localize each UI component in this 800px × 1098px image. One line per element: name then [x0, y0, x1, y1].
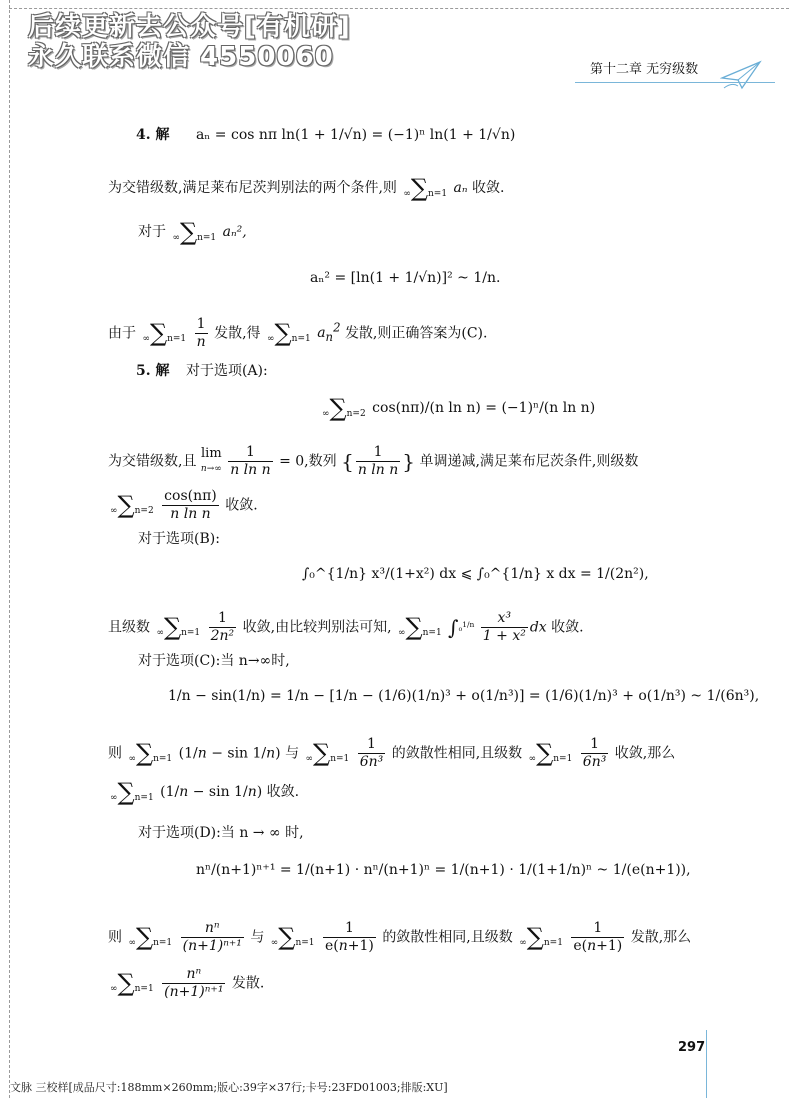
- optionD-equation: nⁿ/(n+1)ⁿ⁺¹ = 1/(n+1) · nⁿ/(n+1)ⁿ = 1/(n+1) · 1/(1+1/n)ⁿ ~ 1/(e(n+1)),: [196, 862, 691, 878]
- optionB-heading: 对于选项(B):: [138, 531, 220, 547]
- fraction-cos-over-nlnn: $\frac{\cos(n\pi)}{\text{n ln n}}$: [164, 488, 217, 522]
- optionC-text-3: 的敛散性相同,且级数: [391, 745, 523, 762]
- problem4-since-line: 由于 ∞∑n=1 $\frac{1}{n}$ 发散,得 ∞∑n=1 $a_n^2$ 发散,则正确答案为(C).: [108, 316, 488, 350]
- optionD-conclusion-line: ∞∑n=1 $\frac{\text{nⁿ}}{\text{(n+1)ⁿ⁺¹}}$ 发散.: [110, 966, 265, 1000]
- sum-sign: ∞∑n=1: [156, 613, 201, 642]
- print-footer: 文脉 三校样[成品尺寸:188mm×260mm;版心:39字×37行;卡号:23FD01003;排版:XU]: [10, 1081, 448, 1094]
- sum-sign: ∞∑n=1: [128, 739, 173, 768]
- page-number: 297: [678, 1040, 706, 1055]
- sum-sign: ∞∑n=1: [110, 778, 154, 806]
- sum-sign: ∞∑n=2: [322, 394, 366, 422]
- optionB-text-3: 收敛.: [551, 619, 584, 636]
- paper-plane-icon: [720, 58, 764, 92]
- sum-sign: ∞∑n=1: [528, 739, 573, 768]
- chapter-header: 第十二章 无穷级数: [590, 62, 699, 77]
- problem4-label: 4. 解: [136, 127, 170, 143]
- optionC-heading: 对于选项(C):当 n→∞时,: [138, 653, 290, 669]
- optionB-text-1: 且级数: [108, 619, 150, 636]
- optionB-equation: ∫₀^{1/n} x³/(1+x²) dx ⩽ ∫₀^{1/n} x dx = 1/(2n²),: [302, 566, 649, 582]
- problem4-conclusion: 发散,则正确答案为(C).: [344, 325, 488, 342]
- optionA-heading: 对于选项(A):: [185, 363, 268, 379]
- sum-sign: ∞∑n=1: [267, 319, 311, 348]
- sum-term-an2: aₙ²,: [222, 224, 247, 240]
- optionA-conclusion-line: [108, 488, 258, 523]
- optionD-text-3: 的敛散性相同,且级数: [382, 929, 513, 946]
- left-dashed-border: [9, 0, 10, 1098]
- sum-sign: ∞∑n=1: [397, 613, 442, 642]
- problem4-alt-line: [108, 176, 504, 200]
- problem4-for-line: [138, 220, 247, 244]
- optionC-text-4: 收敛,那么: [614, 745, 676, 762]
- fraction-1-over-n: $\frac{1}{n}$: [196, 316, 206, 350]
- problem4-alt-text: 为交错级数,满足莱布尼茨判别法的两个条件,则: [108, 180, 397, 196]
- sum-sign: ∞∑n=1: [305, 739, 350, 768]
- problem4-square-equation: aₙ² = [ln(1 + 1/√n)]² ~ 1/n.: [310, 270, 501, 286]
- optionA-equation-text: cos(nπ)/(n ln n) = (−1)ⁿ/(n ln n): [372, 400, 596, 416]
- fraction-1-over-nlnn: $\frac{1}{\text{n ln n}}$: [230, 444, 271, 478]
- optionD-text-2: 与: [250, 929, 265, 946]
- optionD-text-5: 发散.: [231, 975, 265, 992]
- problem5-label: 5. 解: [136, 363, 170, 379]
- sum-sign: ∞∑n=1: [110, 969, 154, 998]
- optionD-text-line: 则 ∞∑n=1 $\frac{\text{nⁿ}}{\text{(n+1)ⁿ⁺¹}}$ 与 ∞∑n=1 $\frac{1}{e(n+1)}$ 的敛散性相同,且级数 ∞∑n=1 $\frac{1}{e(n+1)}$ 发散,那么: [108, 920, 692, 954]
- problem4-equation: aₙ = cos nπ ln(1 + 1/√n) = (−1)ⁿ ln(1 + 1/√n): [195, 127, 516, 143]
- optionA-text-3: 单调递减,满足莱布尼茨条件,则级数: [419, 453, 639, 470]
- fraction-1-over-2n2: $\frac{1}{\text{2n²}}$: [210, 610, 235, 644]
- optionC-text-2: 与: [285, 745, 300, 762]
- sum-sign: ∞∑n=1: [403, 174, 448, 202]
- watermark-line-2: 永久联系微信 4550060: [28, 42, 334, 72]
- optionC-equation: 1/n − sin(1/n) = 1/n − [1/n − (1/6)(1/n)³ + o(1/n³)] = (1/6)(1/n)³ + o(1/n³) ~ 1/(6n³),: [168, 688, 760, 704]
- problem4-since-text: 由于: [108, 325, 136, 342]
- optionC-text-5: 收敛.: [266, 784, 300, 800]
- optionA-text-line: 为交错级数,且 lim n→∞ $\frac{1}{\text{n ln n}}$ = 0,数列 { $\frac{1}{\text{n ln n}}$ } 单调递减,满足莱布尼茨条件,则级数: [108, 444, 639, 478]
- optionA-text-2: = 0,数列: [279, 453, 337, 470]
- optionA-equation: [320, 396, 595, 420]
- problem4-line: [136, 124, 515, 144]
- problem4-div-text: 发散,得: [214, 325, 261, 342]
- sum-sign: ∞∑n=2: [110, 491, 154, 520]
- page-number-rule: [706, 1030, 707, 1098]
- optionB-text-line: 且级数 ∞∑n=1 $\frac{1}{\text{2n²}}$ 收敛,由比较判别法可知, ∞∑n=1 ∫₀$^{1/n}$ $\frac{\text{x³}}{\text{1 + x²}}$ dx 收敛.: [108, 610, 584, 644]
- limit-operator: lim n→∞: [200, 446, 222, 475]
- sum-sign: ∞∑n=1: [172, 218, 217, 246]
- problem5-optA-line: [136, 360, 268, 380]
- sum-sign: ∞∑n=1: [519, 923, 563, 952]
- sum-term-an: aₙ: [453, 180, 468, 196]
- optionC-text-line: 则 ∞∑n=1 (1/n − sin 1/n) 与 ∞∑n=1 $\frac{1}{\text{6n³}}$ 的敛散性相同,且级数 ∞∑n=1 $\frac{1}{\text{6n³}}$ 收敛,那么: [108, 736, 676, 770]
- problem4-alt-tail: 收敛.: [472, 180, 505, 196]
- optionA-text-1: 为交错级数,且: [108, 453, 197, 470]
- optionD-text-1: 则: [108, 929, 122, 946]
- optionD-heading: 对于选项(D):当 n → ∞ 时,: [138, 825, 304, 841]
- optionA-text-4: 收敛.: [225, 497, 258, 514]
- sum-sign: ∞∑n=1: [270, 923, 315, 952]
- optionC-text-1: 则: [108, 745, 122, 762]
- optionD-text-4: 发散,那么: [630, 929, 692, 946]
- watermark-line-1: 后续更新去公众号[有机研]: [28, 12, 351, 42]
- sum-sign: ∞∑n=1: [142, 319, 187, 348]
- chapter-underline: [575, 82, 775, 83]
- optionC-conclusion-line: ∞∑n=1 (1/n − sin 1/n) 收敛.: [110, 778, 300, 806]
- sum-sign: ∞∑n=1: [128, 923, 173, 952]
- optionB-text-2: 收敛,由比较判别法可知,: [242, 619, 392, 636]
- problem4-for-text: 对于: [138, 224, 166, 240]
